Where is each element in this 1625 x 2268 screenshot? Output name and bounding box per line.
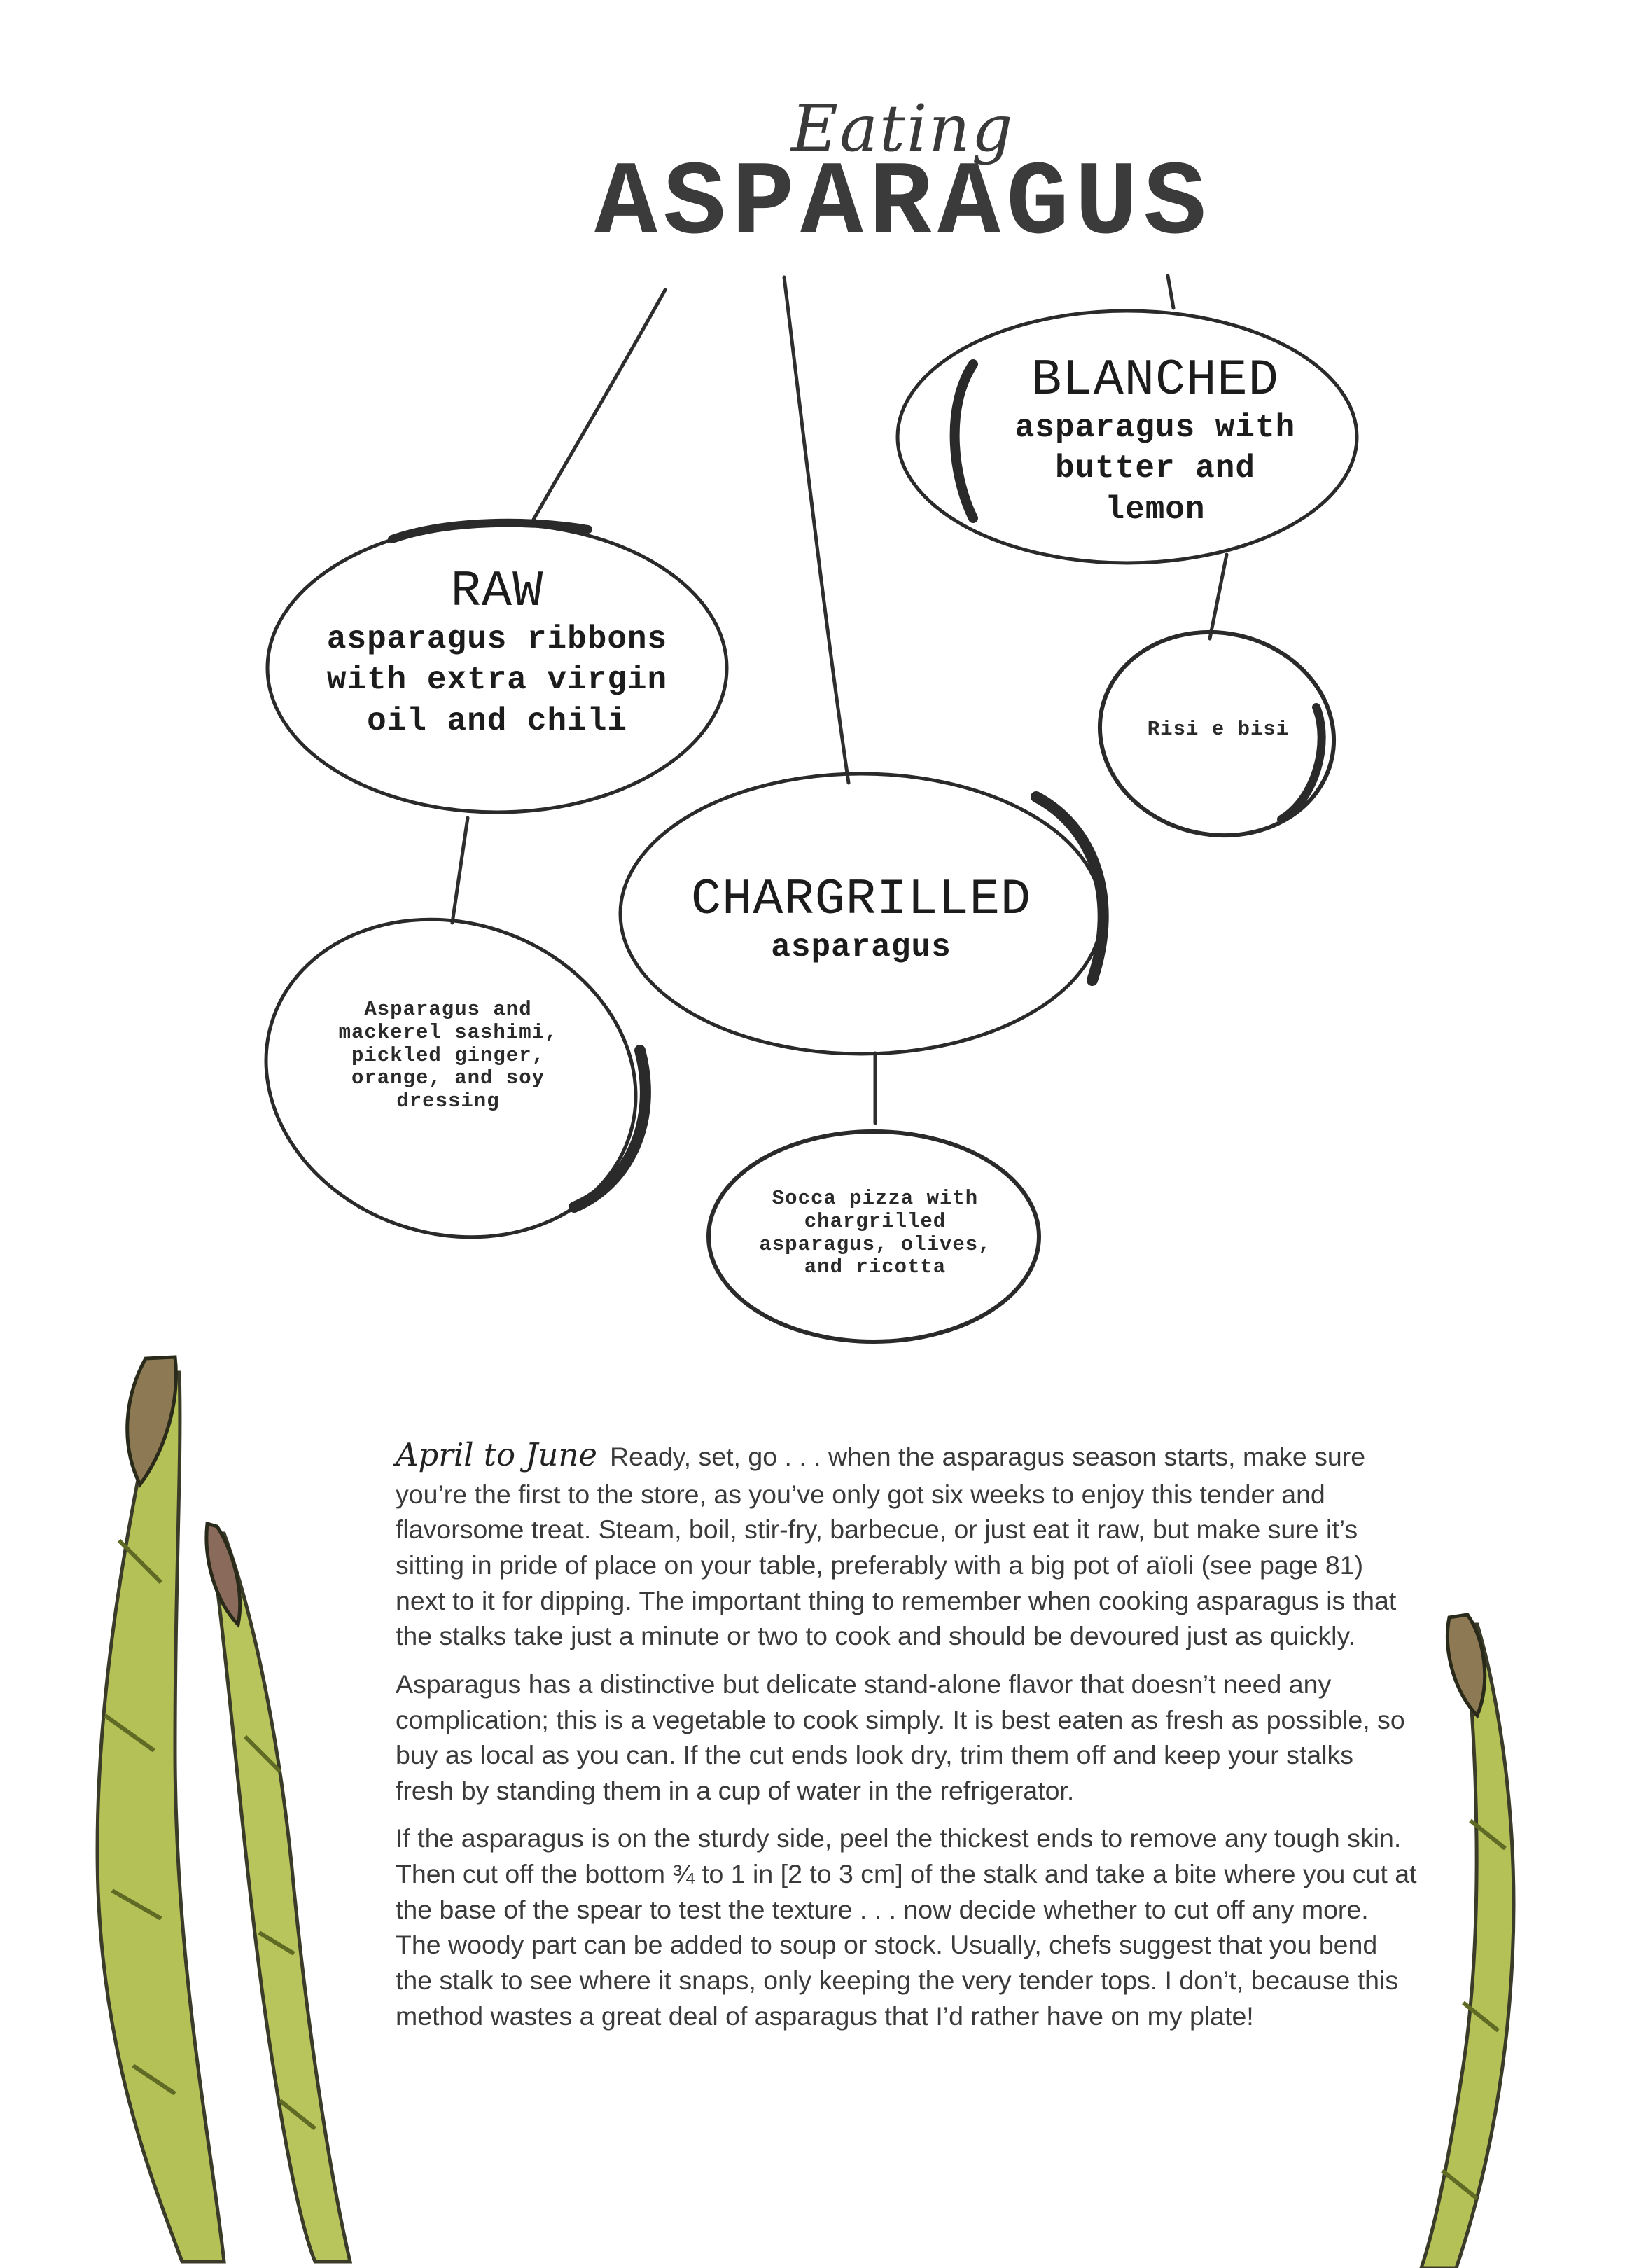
node-raw (280, 563, 714, 742)
body-paragraph: Asparagus has a distinctive but delicate stand-alone flavor that doesn’t need any complication; this is a vegetable to cook simply. It is best eaten as fresh as possible, so buy as local as you can. If the cut ends look dry, trim them off and keep your stalks fresh by standing them in a cup of water in the refrigerator. (396, 1669, 1405, 1805)
node-chargrilled-sub: asparagus (771, 928, 951, 966)
leaf-raw-line: orange, and soy (351, 1066, 545, 1090)
node-raw-sub: asparagus ribbons (326, 620, 668, 658)
leaf-raw-line: pickled ginger, (351, 1043, 545, 1067)
title-asparagus: ASPARAGUS (594, 146, 1213, 265)
leaf-chargrilled-line: Socca pizza with (772, 1187, 979, 1210)
title-eating: Eating (791, 91, 1014, 166)
connector-title-raw (533, 290, 665, 520)
node-chargrilled (630, 871, 1092, 968)
leaf-blanched (1106, 718, 1330, 742)
asparagus-illustration-middle (207, 1524, 350, 2262)
leaf-chargrilled-line: asparagus, olives, (759, 1232, 991, 1256)
leaf-raw-line: mackerel sashimi, (338, 1020, 558, 1044)
node-blanched-head: BLANCHED (1031, 352, 1279, 409)
leaf-blanched-line: Risi e bisi (1147, 718, 1290, 741)
node-blanched (959, 354, 1351, 531)
leaf-raw-line: Asparagus and (364, 998, 532, 1021)
node-raw-head: RAW (450, 563, 544, 620)
body-paragraph: If the asparagus is on the sturdy side, peel the thickest ends to remove any tough skin. Then cut off the bottom ¾ to 1 in [2 to 3 cm] of the stalk and take a bite where you cut at the base of the spear to test the texture . . . now decide whether to cut off any more. The woody part can be added to soup or stock. Usually, chefs suggest that you bend the stalk to see where it snaps, only keeping the very tender tops. I don’t, because this method wastes a great deal of asparagus that I’d rather have on my plate! (396, 1823, 1417, 2031)
asparagus-illustration-right (1421, 1615, 1514, 2268)
node-chargrilled-head: CHARGRILLED (690, 871, 1032, 928)
node-blanched-sub: lemon (1105, 492, 1206, 529)
leaf-raw-line: dressing (396, 1090, 500, 1113)
node-raw-sub: oil and chili (367, 703, 627, 740)
lead-season: April to June (396, 1436, 598, 1473)
connector-title-chargrilled (784, 277, 849, 783)
body-paragraph-text: Ready, set, go . . . when the asparagus season starts, make sure you’re the first to the store, as you’ve only got six weeks to enjoy this tender and flavorsome treat. Steam, boil, stir-fry, barbecue, or just eat it raw, but make sure it’s sitting in pride of place on your table, preferably with a big pot of aïoli (see page 81) next to it for dipping. The important thing to remember when cooking asparagus is that the stalks take just a minute or two to cook and should be devoured just as quickly. (396, 1442, 1397, 1651)
node-blanched-sub: butter and (1054, 450, 1256, 487)
leaf-chargrilled-line: chargrilled (804, 1209, 947, 1233)
connector-title-blanched (1168, 276, 1173, 308)
connector-raw-leaf (452, 818, 468, 923)
leaf-raw (294, 999, 602, 1113)
leaf-chargrilled (721, 1188, 1029, 1279)
connector-blanched-leaf (1210, 555, 1227, 639)
node-raw-sub: with extra virgin (326, 662, 668, 699)
asparagus-illustration-left (97, 1357, 224, 2262)
body-paragraph (396, 1434, 1418, 1654)
leaf-chargrilled-line: and ricotta (804, 1255, 947, 1279)
node-blanched-sub: asparagus with (1014, 409, 1296, 446)
body-text (396, 1434, 1418, 2046)
